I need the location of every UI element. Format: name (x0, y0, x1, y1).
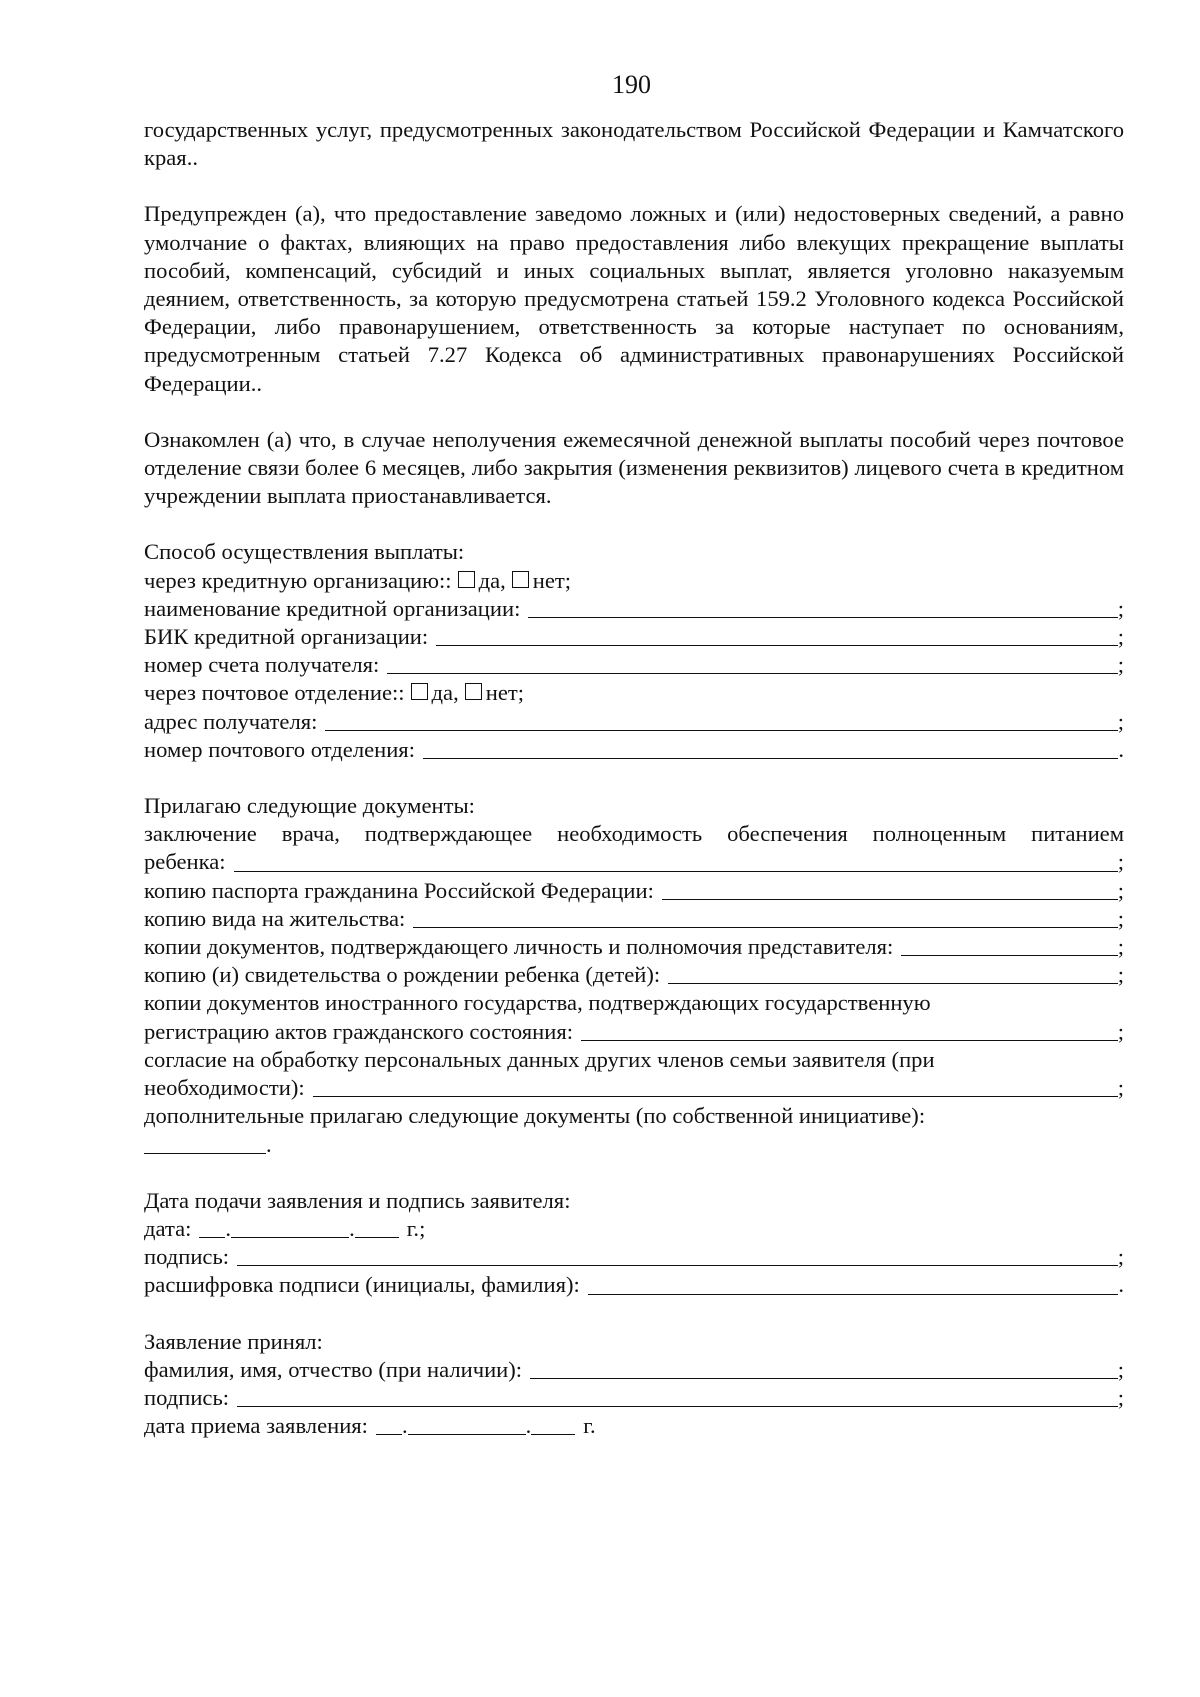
passport-row: копию паспорта гражданина Российской Федерации: ; (144, 877, 1124, 903)
accepted-month-field[interactable] (408, 1433, 526, 1435)
documents-heading: Прилагаю следующие документы: (144, 793, 475, 819)
account-number-field[interactable] (387, 672, 1117, 674)
signature-decode-row: расшифровка подписи (инициалы, фамилия): . (144, 1272, 1124, 1298)
bik-field[interactable] (436, 644, 1118, 646)
accepted-day-field[interactable] (376, 1433, 402, 1435)
accepted-fio-row: фамилия, имя, отчество (при наличии): ; (144, 1356, 1124, 1382)
post-choice: через почтовое отделение:: да, нет; (144, 680, 525, 706)
foreign-docs-row: регистрацию актов гражданского состояния: ; (144, 1018, 1124, 1044)
accepted-signature-row: подпись: ; (144, 1384, 1124, 1410)
additional-docs-field[interactable] (144, 1152, 266, 1154)
credit-org-name-row: наименование кредитной организации: ; (144, 595, 1124, 621)
submission-day-field[interactable] (199, 1236, 225, 1238)
submission-heading: Дата подачи заявления и подпись заявителя: (144, 1187, 571, 1213)
doctor-conclusion-line1: заключение врача, подтверждающее необходимость обеспечения полноценным питанием (144, 821, 1124, 847)
accepted-fio-field[interactable] (530, 1377, 1118, 1379)
document-body (144, 116, 1124, 1468)
birth-cert-row: копию (и) свидетельства о рождении ребенка (детей): ; (144, 962, 1124, 988)
address-row: адрес получателя: ; (144, 708, 1124, 734)
paragraph-warning: Предупрежден (а), что предоставление заведомо ложных и (или) недостоверных сведений, а равно умолчание о фактах, влияющих на право предоставления либо влекущих прекращение выплаты пособий, компенсаций, субсидий и иных социальных выплат, является уголовно наказуемым деянием, ответственность, за которую предусмотрена статьей 159.2 Уголовного кодекса Российской Федерации, либо правонарушением, ответственность за которые наступает по основаниям, предусмотренным статьей 7.27 Кодекса об административных правонарушениях Российской Федерации.. (144, 201, 1124, 396)
foreign-docs-line1: копии документов иностранного государства, подтверждающих государственную (144, 990, 931, 1016)
recipient-address-field[interactable] (325, 729, 1117, 731)
submission-month-field[interactable] (231, 1236, 349, 1238)
passport-field[interactable] (662, 898, 1118, 900)
paragraph-acknowledgement: Ознакомлен (а) что, в случае неполучения ежемесячной денежной выплаты пособий через почтовое отделение связи более 6 месяцев, либо закрытия (изменения реквизитов) лицевого счета в кредитном учреждении выплата приостанавливается. (144, 426, 1124, 509)
submission-section (144, 1187, 1124, 1300)
post-office-row: номер почтового отделения: . (144, 736, 1124, 762)
post-office-number-field[interactable] (423, 757, 1118, 759)
accepted-section (144, 1328, 1124, 1441)
accepted-year-field[interactable] (531, 1433, 575, 1435)
additional-docs-line1: дополнительные прилагаю следующие документы (по собственной инициативе): (144, 1103, 926, 1129)
bik-row: БИК кредитной организации: ; (144, 624, 1124, 650)
accepted-heading: Заявление принял: (144, 1328, 323, 1354)
credit-org-yes-checkbox[interactable] (458, 571, 475, 588)
residence-permit-field[interactable] (413, 926, 1117, 928)
documents-section (144, 792, 1124, 1159)
page-number: 190 (612, 70, 651, 99)
accepted-date-row: дата приема заявления: . . г. (144, 1413, 596, 1439)
representative-row: копии документов, подтверждающего личность и полномочия представителя: ; (144, 934, 1124, 960)
credit-org-name-field[interactable] (528, 616, 1117, 618)
doctor-conclusion-row: ребенка: ; (144, 849, 1124, 875)
submission-date-row: дата: . . г.; (144, 1215, 426, 1241)
post-no-checkbox[interactable] (465, 683, 482, 700)
payment-section (144, 538, 1124, 764)
representative-docs-field[interactable] (901, 954, 1117, 956)
accepted-signature-field[interactable] (237, 1405, 1118, 1407)
payment-heading: Способ осуществления выплаты: (144, 539, 465, 565)
credit-org-choice: через кредитную организацию:: да, нет; (144, 567, 572, 593)
consent-row: необходимости): ; (144, 1075, 1124, 1101)
signature-decode-field[interactable] (588, 1293, 1119, 1295)
submission-year-field[interactable] (355, 1236, 399, 1238)
post-yes-checkbox[interactable] (411, 683, 428, 700)
residence-row: копию вида на жительства: ; (144, 905, 1124, 931)
submission-signature-row: подпись: ; (144, 1244, 1124, 1270)
consent-line1: согласие на обработку персональных данных других членов семьи заявителя (при (144, 1046, 935, 1072)
credit-org-no-checkbox[interactable] (512, 571, 529, 588)
applicant-signature-field[interactable] (237, 1264, 1118, 1266)
birth-certificate-field[interactable] (668, 982, 1118, 984)
paragraph-services: государственных услуг, предусмотренных законодательством Российской Федерации и Камчатского края.. (144, 117, 1124, 171)
consent-field[interactable] (313, 1095, 1118, 1097)
additional-docs-row: . (144, 1131, 1124, 1159)
foreign-docs-field[interactable] (581, 1039, 1118, 1041)
doctor-conclusion-field[interactable] (234, 870, 1118, 872)
account-row: номер счета получателя: ; (144, 652, 1124, 678)
